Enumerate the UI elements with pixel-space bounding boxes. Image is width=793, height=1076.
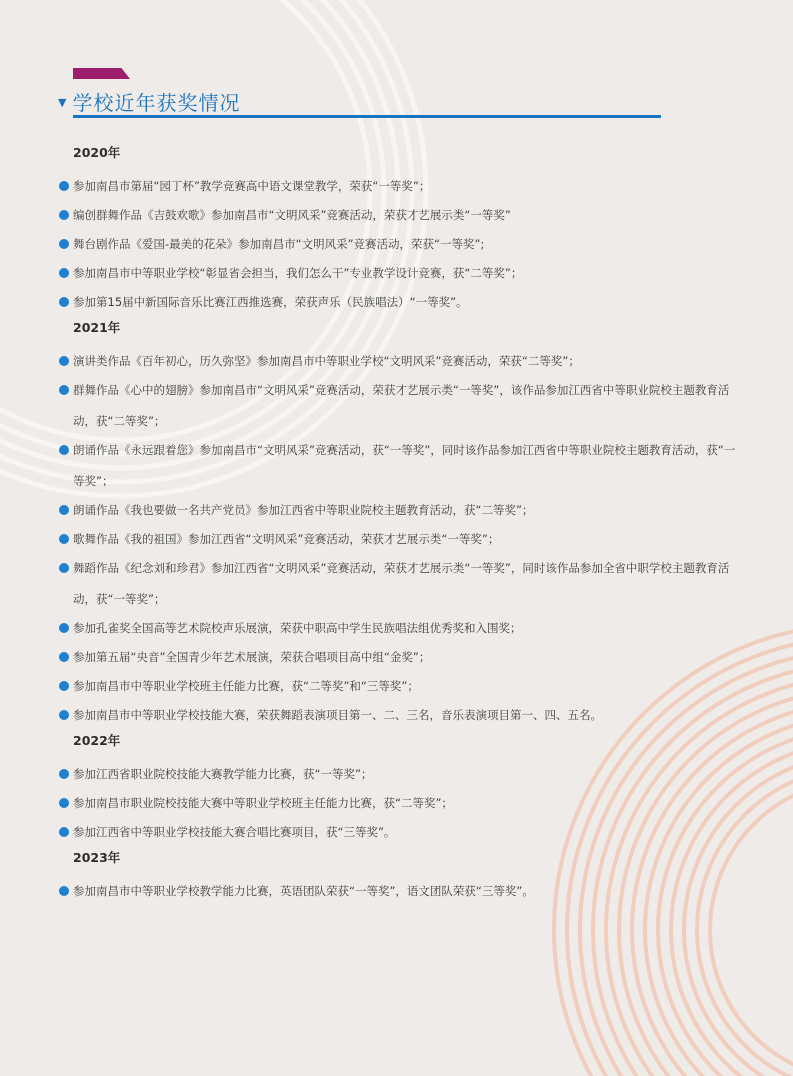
award-text: 参加第五届“央音”全国青少年艺术展演，荣获合唱项目高中组“金奖”； xyxy=(73,650,431,664)
award-text: 朗诵作品《我也要做一名共产党员》参加江西省中等职业院校主题教育活动，获“二等奖”； xyxy=(73,503,534,517)
award-text: 参加江西省职业院校技能大赛教学能力比赛，获“一等奖”； xyxy=(73,767,373,781)
header-tab-marker xyxy=(73,68,130,79)
bullet-dot-icon xyxy=(59,268,69,278)
bullet-dot-icon xyxy=(59,239,69,249)
bullet-dot-icon xyxy=(59,297,69,307)
bullet-dot-icon xyxy=(59,210,69,220)
bullet-dot-icon xyxy=(59,769,69,779)
year-heading: 2022年 xyxy=(73,733,121,748)
award-item xyxy=(59,495,739,526)
award-text: 朗诵作品《永远跟着您》参加南昌市“文明风采”竞赛活动，获“一等奖”，同时该作品参加江西省中等职业院校主题教育活动，获“一等奖”； xyxy=(73,443,736,488)
award-item xyxy=(59,171,739,202)
award-item xyxy=(59,700,739,731)
bullet-dot-icon xyxy=(59,385,69,395)
award-item xyxy=(59,200,739,231)
award-text: 群舞作品《心中的翅膀》参加南昌市“文明风采”竞赛活动，荣获才艺展示类“一等奖”，该作品参加江西省中等职业院校主题教育活动，获“二等奖”； xyxy=(73,383,730,428)
award-item xyxy=(59,258,739,289)
year-heading: 2020年 xyxy=(73,145,121,160)
bullet-dot-icon xyxy=(59,563,69,573)
award-text: 演讲类作品《百年初心，历久弥坚》参加南昌市中等职业学校“文明风采”竞赛活动，荣获“二等奖”； xyxy=(73,354,580,368)
award-item xyxy=(59,671,739,702)
bullet-dot-icon xyxy=(59,534,69,544)
award-item xyxy=(59,524,739,555)
award-item xyxy=(59,435,739,497)
award-item xyxy=(59,553,739,615)
page-title: 学校近年获奖情况 xyxy=(72,90,241,115)
award-text: 舞蹈作品《纪念刘和珍君》参加江西省“文明风采”竞赛活动，荣获才艺展示类“一等奖”，同时该作品参加全省中职学校主题教育活动，获“一等奖”； xyxy=(73,561,730,606)
title-underline xyxy=(73,115,661,118)
award-item xyxy=(59,287,739,318)
bullet-dot-icon xyxy=(59,710,69,720)
award-text: 参加南昌市中等职业学校教学能力比赛，英语团队荣获“一等奖”，语文团队荣获“三等奖”。 xyxy=(73,884,534,898)
award-text: 参加江西省中等职业学校技能大赛合唱比赛项目，获“三等奖”。 xyxy=(73,825,396,839)
award-item xyxy=(59,346,739,377)
bullet-dot-icon xyxy=(59,798,69,808)
award-text: 参加南昌市中等职业学校“彰显省会担当，我们怎么干”专业教学设计竞赛，获“二等奖”； xyxy=(73,266,523,280)
bullet-dot-icon xyxy=(59,445,69,455)
bullet-dot-icon xyxy=(59,181,69,191)
award-text: 参加南昌市职业院校技能大赛中等职业学校班主任能力比赛，获“二等奖”； xyxy=(73,796,453,810)
year-heading: 2023年 xyxy=(73,850,121,865)
bullet-dot-icon xyxy=(59,827,69,837)
bullet-dot-icon xyxy=(59,505,69,515)
awards-list xyxy=(59,143,739,907)
award-text: 参加南昌市第届“园丁杯”教学竞赛高中语文课堂教学，荣获“一等奖”； xyxy=(73,179,431,193)
award-text: 参加南昌市中等职业学校技能大赛，荣获舞蹈表演项目第一、二、三名，音乐表演项目第一、四、五名。 xyxy=(73,708,602,722)
award-item xyxy=(59,788,739,819)
award-text: 参加孔雀奖全国高等艺术院校声乐展演，荣获中职高中学生民族唱法组优秀奖和入围奖； xyxy=(73,621,522,635)
bullet-dot-icon xyxy=(59,356,69,366)
award-item xyxy=(59,817,739,848)
year-heading: 2021年 xyxy=(73,320,121,335)
award-text: 编创群舞作品《吉鼓欢歌》参加南昌市“文明风采”竞赛活动，荣获才艺展示类“一等奖” xyxy=(73,208,511,222)
section-header xyxy=(58,86,240,116)
award-text: 参加南昌市中等职业学校班主任能力比赛，获“二等奖”和“三等奖”； xyxy=(73,679,419,693)
bullet-dot-icon xyxy=(59,623,69,633)
award-text: 舞台剧作品《爱国-最美的花朵》参加南昌市“文明风采”竞赛活动，荣获“一等奖”; xyxy=(73,237,485,251)
award-text: 参加第15届中新国际音乐比赛江西推选赛，荣获声乐（民族唱法）“一等奖”。 xyxy=(73,295,468,309)
award-item xyxy=(59,613,739,644)
triangle-down-icon: ▼ xyxy=(58,95,67,109)
award-item xyxy=(59,229,739,260)
award-item xyxy=(59,876,739,907)
bullet-dot-icon xyxy=(59,886,69,896)
bullet-dot-icon xyxy=(59,681,69,691)
bullet-dot-icon xyxy=(59,652,69,662)
award-item xyxy=(59,759,739,790)
award-text: 歌舞作品《我的祖国》参加江西省“文明风采”竞赛活动，荣获才艺展示类“一等奖”； xyxy=(73,532,500,546)
award-item xyxy=(59,642,739,673)
award-item xyxy=(59,375,739,437)
